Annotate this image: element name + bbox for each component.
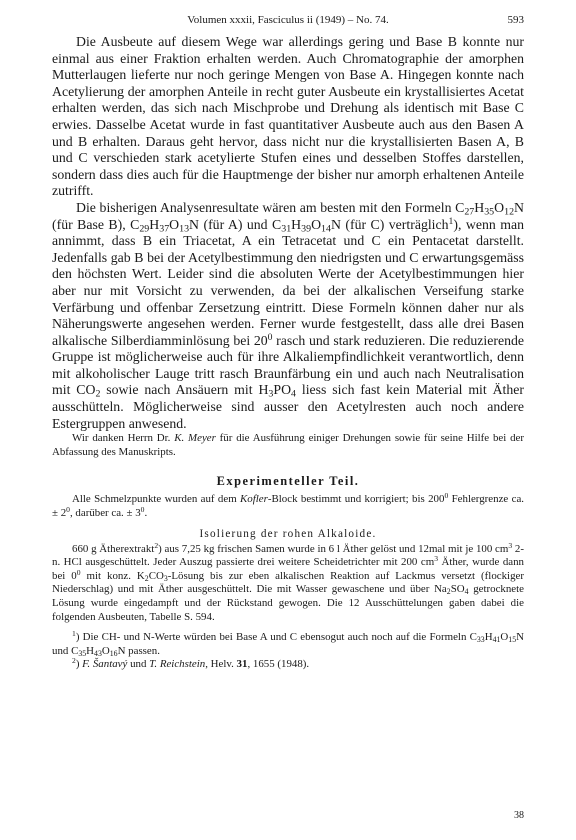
paragraph-isolation: 660 g Ätherextrakt$^2$) aus 7,25 kg frischen Samen wurde in 6 l Äther gelöst und 12mal mit je 100 $cm^3$ 2-n. HCl ausgeschüttelt. Jeder Auszug passierte drei weitere Scheidetrichter mit 200 $cm^3$ Äther, wurde dann bei $0^0$ mit konz. $K_2CO_3$-Lösung bis zur eben alkalischen Reaktion auf Lackmus versetzt (flockiger Niederschlag) und mit Äther ausgeschüttelt. Die mit Wasser gewaschene und über $Na_2SO_4$ getrocknete Lösung wurde eingedampft und der Rückstand gewogen. Die 12 Ausschüttelungen gaben dabei die folgenden Ausbeuten, Tabelle S. 594. (52, 540, 525, 623)
acknowledgement: Wir danken Herrn Dr. K. Meyer für die Ausführung einiger Drehungen sowie für seine Hilfe bei der Abfassung des Manuskripts. (52, 432, 524, 458)
footnote-ref-2: 2 (154, 540, 159, 550)
formula-base-b: $C_{27}H_{35}O_{12}N$ (455, 199, 524, 218)
signature-mark: 38 (514, 810, 524, 821)
footnote-2: $^2$) F. Šantavý und T. Reichstein, Helv. 31, 1655 (1948). (72, 656, 310, 671)
running-head: Volumen xxxii, Fasciculus ii (1949) – No. 74. (187, 14, 389, 26)
footnote-ref-1: 1 (448, 215, 454, 227)
page-body (52, 34, 524, 672)
paragraph-melting-points: Alle Schmelzpunkte wurden auf dem Kofler-Block bestimmt und korrigiert; bis $200^0$ Fehlergrenze ca. ± $2^0$, darüber ca. ± $3^0$. (52, 491, 525, 520)
subsection-heading: Isolierung der rohen Alkaloide. (199, 527, 377, 540)
paragraph-formulas: Die bisherigen Analysenresultate wären am besten mit den Formeln $C_{27}H_{35}O_{12}N$ (für Base B), $C_{29}H_{37}O_{13}N$ (für A) und $C_{31}H_{39}O_{14}N$ (für C) verträglich$^1$), wenn man annimmt, dass B ein Triacetat, A ein Tetracetat und C ein Pentacetat darstellt. Jedenfalls gab B bei der Acetylbestimmung den niedrigsten und C erwartungsgemäss den höchsten Wert. Leider sind die absoluten Werte der Acetylbestimmungen hier aber nur mit Vorsicht zu verwenden, da bei der alkalischen Verseifung starke Verfärbung und offenbar Zersetzung eintritt. Diese Formeln können daher nur als Näherungswerte angesehen werden. Ferner wurde festgestellt, dass alle drei Basen alkalische Silberdiamminlösung bei $20^0$ rasch und stark reduzieren. Die reduzierende Gruppe ist möglicherweise auch für ihre Alkaliempfindlichkeit verantwortlich, denn mit alkoholischer Lauge tritt rasch Braunfärbung ein und auch nach Neutralisation mit $CO_2$ sowie nach Ansäuern mit $H_3PO_4$ liess sich fast kein Material mit Äther ausschütteln. Möglicherweise sind ausser den Acetylresten auch noch andere Estergruppen anwesend. (52, 199, 524, 431)
footnote-1: $^1$) Die CH- und N-Werte würden bei Base A und C ebensogut auch noch auf die Formeln $C_{33}H_{41}O_{15}N$ und $C_{35}H_{43}O_{16}N$ passen. (52, 629, 524, 658)
formula-base-c: $C_{31}H_{39}O_{14}N$ (272, 216, 341, 234)
paragraph-acetylation-results: Die Ausbeute auf diesem Wege war allerdings gering und Base B konnte nur einmal aus einer Fraktion erhalten werden. Auch Chromatographie der amorphen Mutterlaugen lieferte nur noch geringe Mengen von Base A. Hingegen konnte nach Acetylierung der amorphen Anteile in recht guter Ausbeute ein krystallisiertes Acetat erhalten werden, das sich nach Mischprobe und Drehung als identisch mit Base C erwies. Dasselbe Acetat wurde in fast quantitativer Ausbeute auch aus den Basen A und B erhalten. Daraus geht hervor, dass nicht nur die krystallisierten Basen A, B und C verschieden stark acetylierte Stufen eines und desselben Stoffes darstellen, sondern dass dies auch für die Hauptmenge der bisher nur amorph erhaltenen Anteile zutrifft. (52, 34, 524, 199)
page-number: 593 (507, 14, 524, 26)
formula-base-a: $C_{29}H_{37}O_{13}N$ (130, 216, 200, 234)
footnotes (52, 631, 524, 672)
section-heading: Experimenteller Teil. (216, 474, 360, 489)
